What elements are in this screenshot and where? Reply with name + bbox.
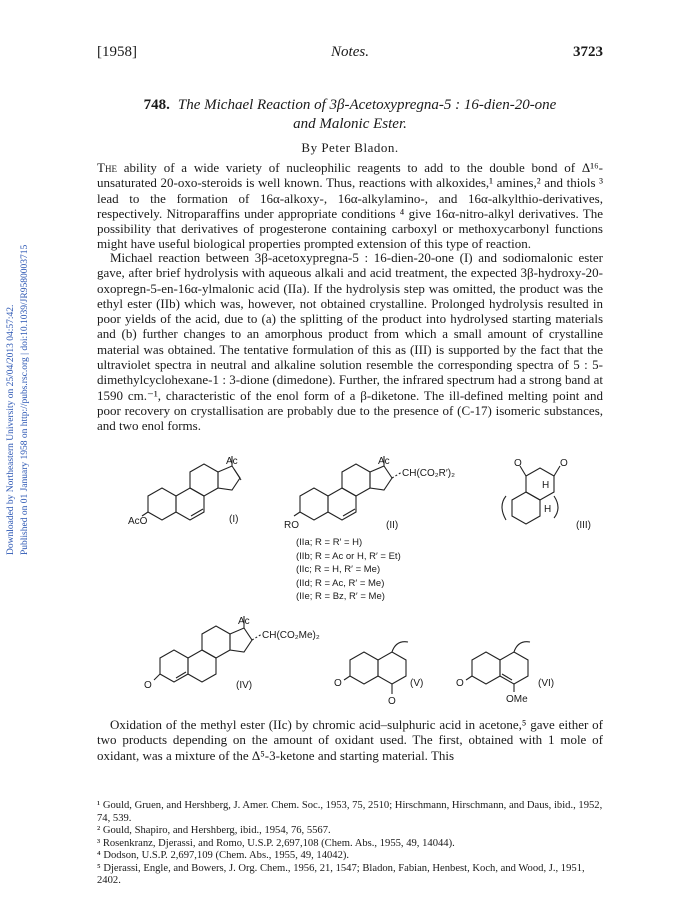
paragraph-lead: The <box>97 160 117 175</box>
paragraph-3 <box>97 717 603 763</box>
variant-IId: (IId; R = Ac, R′ = Me) <box>296 577 385 589</box>
struct-III-h1: H <box>542 480 550 491</box>
header-section: Notes. <box>331 44 369 60</box>
struct-V-label: (V) <box>410 678 424 689</box>
variant-IIb: (IIb; R = Ac or H, R′ = Et) <box>296 550 401 562</box>
struct-II-label: (II) <box>386 520 399 531</box>
struct-VI-o1: O <box>456 678 464 689</box>
footnote-2: ² Gould, Shapiro, and Hershberg, ibid., 1954, 76, 5567. <box>97 825 331 836</box>
download-sidebar <box>6 155 42 555</box>
publish-notice: Published on 01 January 1958 on http://pubs.rsc.org | doi:10.1039/JR9580003715 <box>20 244 30 555</box>
structure-V <box>330 636 450 706</box>
struct-III-o2: O <box>560 458 568 469</box>
footnote-3: ³ Rosenkranz, Djerassi, and Romo, U.S.P. 2,697,108 (Chem. Abs., 1955, 49, 14044). <box>97 837 455 849</box>
struct-III-label: (III) <box>576 520 591 531</box>
variant-IIc: (IIc; R = H, R′ = Me) <box>296 564 381 575</box>
header-page-number: 3723 <box>573 44 603 60</box>
variants-list <box>296 536 401 604</box>
structure-III <box>488 456 608 536</box>
struct-IV-top: Ac <box>238 616 250 627</box>
struct-IV-side: CH(CO₂Me)₂ <box>262 630 320 641</box>
author-line: By Peter Bladon. <box>301 140 399 155</box>
struct-I-label: (I) <box>229 514 239 525</box>
struct-IV-sub: O <box>144 680 152 691</box>
struct-VI-sub: OMe <box>506 694 528 705</box>
variant-IIa: (IIa; R = R′ = H) <box>296 537 363 548</box>
variant-IIe: (IIe; R = Bz, R′ = Me) <box>296 591 385 602</box>
download-notice: Downloaded by Northeastern University on 25/04/2013 04:57:42. <box>6 304 16 555</box>
footnote-5: ⁵ Djerassi, Engle, and Bowers, J. Org. Chem., 1956, 21, 1547; Bladon, Fabian, Henbest, Koch, and Wood, J., 1951, 2402. <box>97 862 585 886</box>
paragraph-3-text: Oxidation of the methyl ester (IIc) by chromic acid–sulphuric acid in acetone,⁵ gave either of two products depending on the amount of oxidant used. The first, obtained with 1 mole of oxidant, was a mixture of the Δ⁵-3-ketone and starting material. This <box>97 717 603 763</box>
struct-III-h2: H <box>544 504 552 515</box>
struct-I-top: Ac <box>226 456 238 467</box>
struct-II-side: CH(CO₂R′)₂ <box>402 468 455 479</box>
paragraph-2-text: Michael reaction between 3β-acetoxypregna-5 : 16-dien-20-one (I) and sodiomalonic ester gave, after brief hydrolysis with aqueous alkali and acid treatment, the expected 3β-hydroxy-20-oxopregn-5-en-16α-ylmalonic acid (IIa). If the hydrolysis step was omitted, the product was the ethyl ester (IIb) which was, however, not obtained crystalline. Prolonged hydrolysis resulted in poor yields of the acid, due to (a) the splitting of the product into hydrolysed starting materials and (b) further changes to an amorphous product from which a small amount of crystalline material was obtained. The tentative formulation of this as (III) is supported by the fact that the ultraviolet spectra in neutral and alkaline solution resemble the corresponding spectra of 5 : 5-dimethylcyclohexane-1 : 3-dione (dimedone). Further, the infrared spectrum had a strong band at 1590 cm.⁻¹, characteristic of the enol form of a β-diketone. The ill-defined melting point and poor recovery on crystallisation are probably due to the presence of (C-17) isomeric substances, and two enol forms. <box>97 250 603 434</box>
paragraph-1 <box>97 160 603 252</box>
title-line-2: and Malonic Ester. <box>293 116 407 132</box>
struct-II-top: Ac <box>378 456 390 467</box>
structure-IV <box>140 610 350 700</box>
paragraph-2 <box>97 250 603 434</box>
paragraph-1-text: ability of a wide variety of nucleophilic reagents to add to the double bond of Δ¹⁶-unsaturated 20-oxo-steroids is well known. Thus, reactions with alkoxides,¹ amines,² and thiols ³ lead to the formation of 16α-alkoxy-, 16α-alkylamino-, and 16α-alkylthio-derivatives, respectively. Nitroparaffins under appropriate conditions ⁴ give 16α-nitro-alkyl derivatives. The possibility that derivatives of progesterone containing carboxyl or methoxycarbonyl functions might have useful biological properties prompted extension of this type of reaction. <box>97 160 603 252</box>
struct-VI-label: (VI) <box>538 678 555 689</box>
footnote-4: ⁴ Dodson, U.S.P. 2,697,109 (Chem. Abs., 1955, 49, 14042). <box>97 850 350 861</box>
struct-V-o1: O <box>334 678 342 689</box>
structure-VI <box>452 636 582 706</box>
running-header <box>97 44 603 64</box>
structure-II <box>280 456 490 536</box>
struct-V-o2: O <box>388 696 396 706</box>
struct-IV-label: (IV) <box>236 680 253 691</box>
title-line-1: The Michael Reaction of 3β-Acetoxypregna-5 : 16-dien-20-one <box>177 97 557 113</box>
struct-III-o1: O <box>514 458 522 469</box>
footnote-1: ¹ Gould, Gruen, and Hershberg, J. Amer. Chem. Soc., 1953, 75, 2510; Hirschmann, Hirschmann, and Daus, ibid., 1952, 74, 539. <box>97 800 603 824</box>
article-number: 748. <box>143 97 170 113</box>
struct-I-sub: AcO <box>128 516 148 527</box>
header-year: [1958] <box>97 44 137 60</box>
struct-II-sub: RO <box>284 520 299 531</box>
footnotes <box>97 800 603 888</box>
article-title <box>97 96 603 134</box>
structure-I <box>128 456 268 536</box>
